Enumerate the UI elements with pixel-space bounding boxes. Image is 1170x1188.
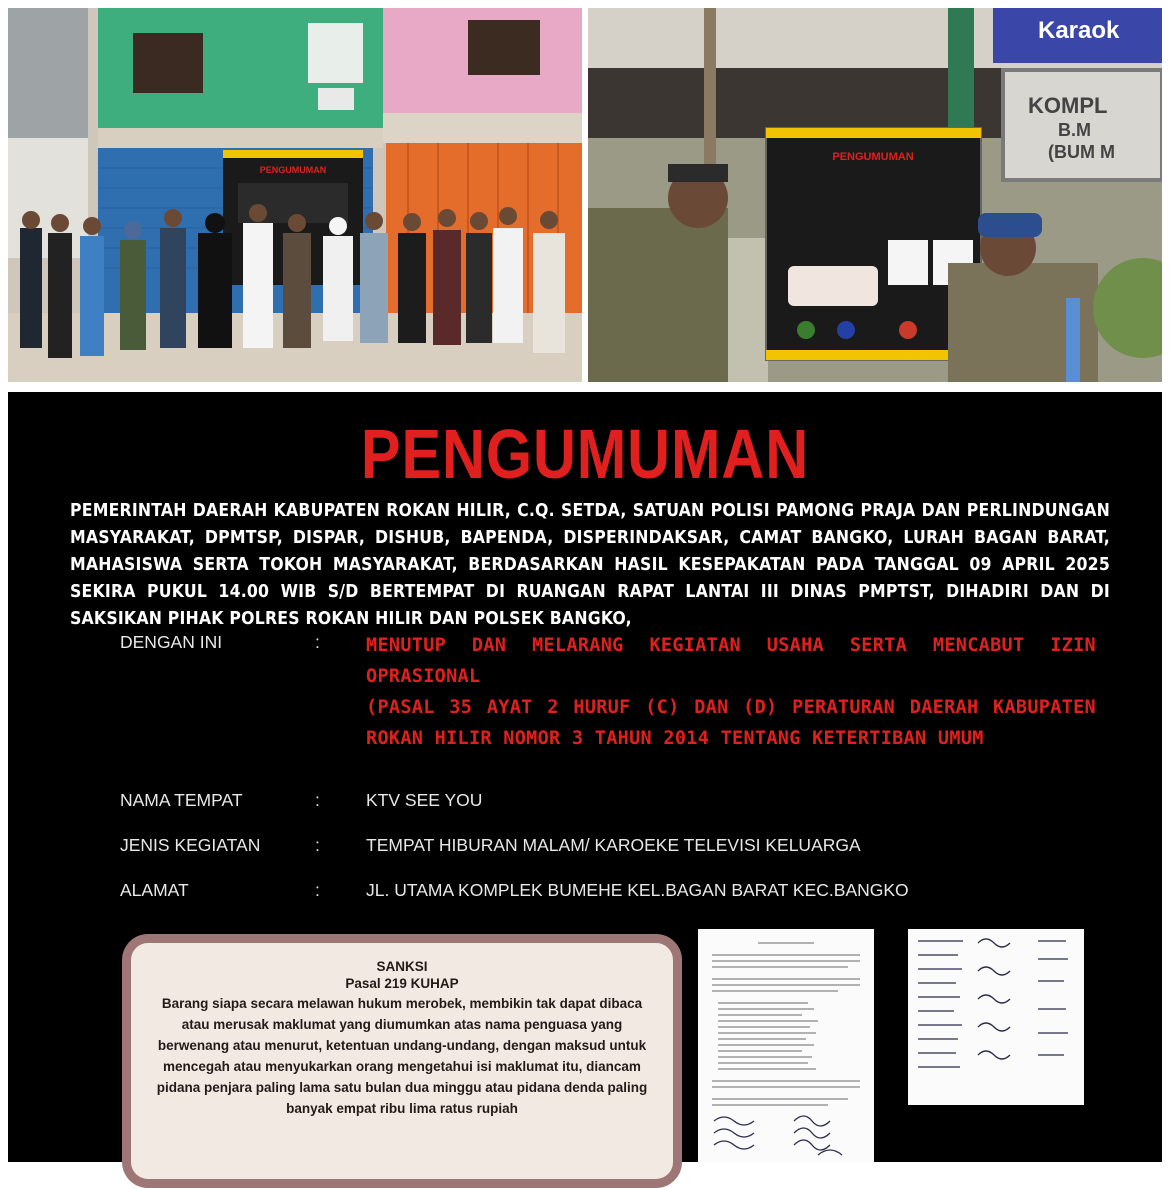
row-value: TEMPAT HIBURAN MALAM/ KAROEKE TELEVISI KELUARGA [366, 835, 861, 855]
sign-karaoke-text: Karaok [1038, 17, 1120, 44]
row-label: NAMA TEMPAT [120, 790, 243, 810]
row-value [366, 630, 1096, 754]
sign-bum-text: (BUM M [1048, 142, 1115, 162]
row-label: JENIS KEGIATAN [120, 835, 261, 855]
officers-photo-illustration [588, 8, 1162, 382]
group-photo-illustration [8, 8, 582, 382]
poster-intro-text: PEMERINTAH DAERAH KABUPATEN ROKAN HILIR, C.Q. SETDA, SATUAN POLISI PAMONG PRAJA DAN PERLINDUNGAN MASYARAKAT, DPMTSP, DISPAR, DISHUB, BAPENDA, DISPERINDAKSAR, CAMAT BANGKO, LURAH BAGAN BARAT, MAHASISWA SERTA TOKOH MASYARAKAT, BERDASARKAN HASIL KESEPAKATAN PADA TANGGAL 09 APRIL 2025 SEKIRA PUKUL 14.00 WIB S/D BERTEMPAT DI RUANGAN RAPAT LANTAI III DINAS PMPTST, DIHADIRI DAN DI SAKSIKAN PIHAK POLRES ROKAN HILIR DAN POLSEK BANGKO, [70, 501, 1110, 629]
row-colon: : [315, 880, 320, 900]
sanksi-box [122, 934, 682, 1188]
row-label: ALAMAT [120, 880, 189, 900]
sign-bm-text: B.M [1058, 120, 1091, 140]
sanksi-text: Barang siapa secara melawan hukum merobek, membikin tak dapat dibaca atau merusak maklumat yang diumumkan atas nama penguasa yang berwenang atau menurut, ketentuan undang-undang, dengan maksud untuk mencegah atau menyukarkan orang mengetahui isi maklumat itu, diancam pidana penjara paling lama satu bulan dua minggu atau pidana denda paling banyak empat ribu lima ratus rupiah [156, 996, 648, 1116]
document-lines-illustration [698, 929, 874, 1162]
row-value: KTV SEE YOU [366, 790, 483, 810]
announcement-poster [8, 392, 1162, 1162]
notice-heading: PENGUMUMAN [832, 151, 914, 163]
row-colon: : [315, 790, 320, 810]
sanksi-title: SANKSI [376, 959, 428, 974]
signature-list-illustration [908, 929, 1084, 1105]
row-colon: : [315, 835, 320, 855]
legal-basis-text: (PASAL 35 AYAT 2 HURUF (C) DAN (D) PERATURAN DAERAH KABUPATEN ROKAN HILIR NOMOR 3 TAHUN 2014 TENTANG KETERTIBAN UMUM [366, 697, 1096, 749]
poster-title: PENGUMUMAN [360, 415, 810, 493]
row-value: JL. UTAMA KOMPLEK BUMEHE KEL.BAGAN BARAT KEC.BANGKO [366, 880, 909, 900]
row-label: DENGAN INI [120, 632, 223, 652]
row-colon: : [315, 632, 320, 652]
sanksi-pasal: Pasal 219 KUHAP [345, 976, 459, 991]
sign-komplek-text: KOMPL [1028, 93, 1108, 118]
decision-text: MENUTUP DAN MELARANG KEGIATAN USAHA SERTA MENCABUT IZIN OPRASIONAL [366, 635, 1096, 687]
photo-officers-posting-notice [588, 8, 1162, 382]
signature-sheet-thumbnail [908, 929, 1084, 1105]
banner-heading: PENGUMUMAN [259, 165, 327, 175]
agreement-document-thumbnail [698, 929, 874, 1162]
photo-group-shophouse [8, 8, 582, 382]
